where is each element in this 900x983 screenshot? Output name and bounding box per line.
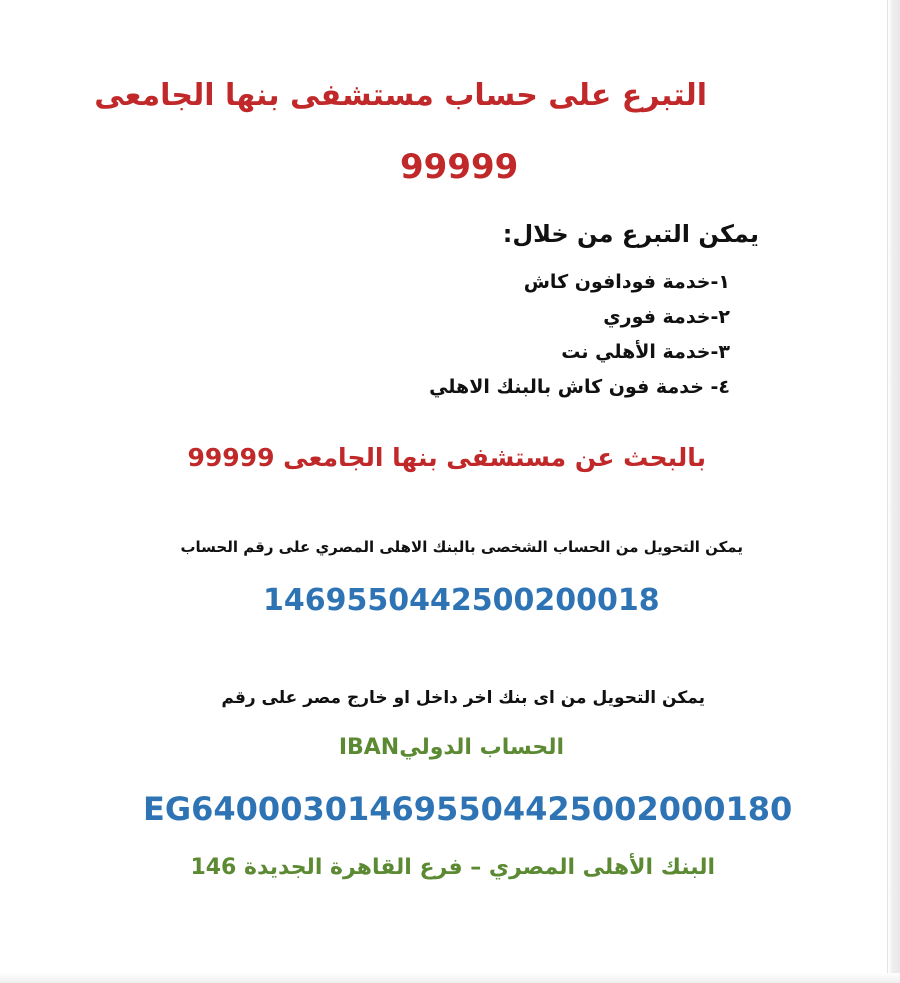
- payment-methods-list: [429, 265, 730, 405]
- donation-intro: يمكن التبرع من خلال:: [502, 220, 759, 248]
- iban-number: EG640003014695504425002000180: [143, 790, 793, 828]
- payment-method-item: ٢-خدمة فوري: [603, 306, 730, 328]
- donation-title: التبرع على حساب مستشفى بنها الجامعى: [94, 78, 707, 113]
- page-bottom-shadow: [0, 973, 900, 983]
- account-number: 1469550442500200018: [263, 583, 660, 618]
- donation-code: 99999: [400, 147, 519, 187]
- payment-method-item: ١-خدمة فودافون كاش: [523, 271, 730, 293]
- payment-method-item: ٤- خدمة فون كاش بالبنك الاهلي: [429, 376, 730, 398]
- page-edge-shadow: [887, 0, 900, 983]
- payment-method-item: ٣-خدمة الأهلي نت: [561, 341, 730, 363]
- bank-branch: البنك الأهلى المصري – فرع القاهرة الجديدة 146: [190, 855, 715, 880]
- iban-label: الحساب الدوليIBAN: [338, 735, 564, 760]
- other-bank-transfer-text: يمكن التحويل من اى بنك اخر داخل او خارج مصر على رقم: [221, 688, 705, 708]
- search-instruction: بالبحث عن مستشفى بنها الجامعى 99999: [187, 443, 706, 472]
- personal-transfer-text: يمكن التحويل من الحساب الشخصى بالبنك الاهلى المصري على رقم الحساب: [180, 538, 743, 556]
